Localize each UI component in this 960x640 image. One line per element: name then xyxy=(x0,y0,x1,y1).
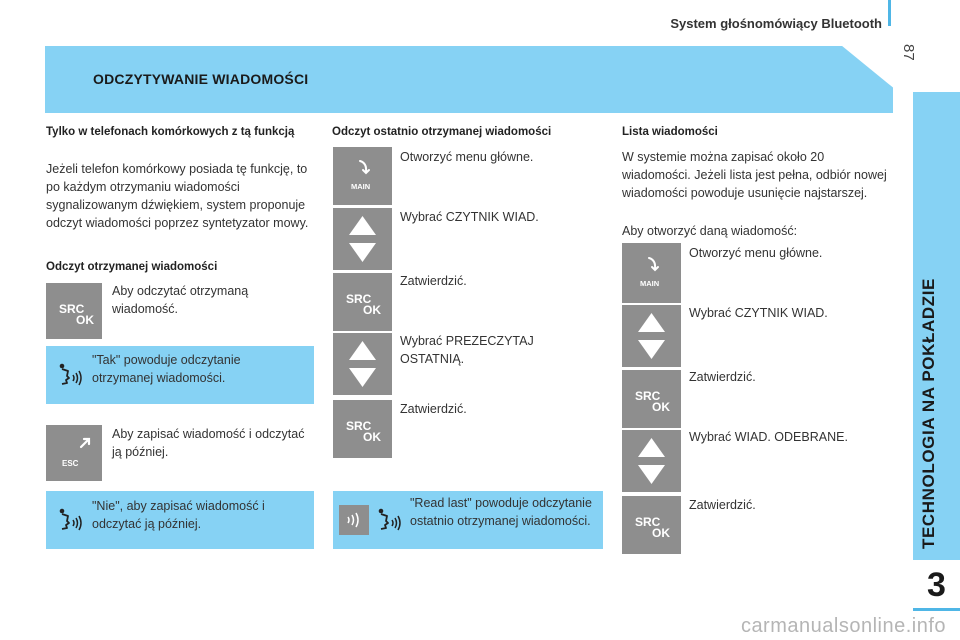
src-ok-button[interactable] xyxy=(46,283,102,339)
voice-wave-icon xyxy=(344,512,364,528)
col3-step-4: Wybrać WIAD. ODEBRANE. xyxy=(689,430,848,444)
ok-label: OK xyxy=(76,313,94,327)
page-number: 87 xyxy=(900,44,917,61)
chapter-side-label: TECHNOLOGIA NA POKŁADZIE xyxy=(919,278,938,549)
col2-step-2: Wybrać CZYTNIK WIAD. xyxy=(400,210,539,224)
chapter-number: 3 xyxy=(927,566,946,604)
main-label: MAIN xyxy=(640,279,660,288)
esc-arrow-icon xyxy=(78,434,96,452)
ok-label: OK xyxy=(652,526,670,540)
up-down-buttons[interactable] xyxy=(333,208,392,270)
main-menu-button[interactable] xyxy=(333,147,392,205)
up-down-buttons[interactable] xyxy=(333,333,392,395)
col3-step-1: Otworzyć menu główne. xyxy=(689,246,823,260)
voice-command-icon xyxy=(58,507,84,537)
col3-intro: W systemie można zapisać około 20 wiadomości. Jeżeli lista jest pełna, odbiór nowej wiadomości powoduje usunięcie najstarszej. xyxy=(622,150,887,200)
menu-arrow-icon xyxy=(646,256,660,272)
voice-no-text: "Nie", aby zapisać wiadomość i odczytać ją później. xyxy=(92,499,265,531)
voice-button[interactable] xyxy=(339,505,369,535)
col3-step-3: Zatwierdzić. xyxy=(689,370,756,384)
up-down-arrows-icon xyxy=(347,214,378,264)
voice-command-icon xyxy=(58,362,84,392)
src-ok-button[interactable] xyxy=(622,370,681,428)
col3-step-2: Wybrać CZYTNIK WIAD. xyxy=(689,306,828,320)
src-label: SRC xyxy=(59,302,85,316)
src-label: SRC xyxy=(346,419,372,433)
up-down-buttons[interactable] xyxy=(622,305,681,367)
src-ok-button[interactable] xyxy=(622,496,681,554)
col2-step-5: Zatwierdzić. xyxy=(400,402,467,416)
voice-command-no-box xyxy=(46,491,314,549)
voice-command-read-last-box xyxy=(333,491,603,549)
up-down-arrows-icon xyxy=(636,436,667,486)
src-label: SRC xyxy=(635,515,661,529)
col2-step-3: Zatwierdzić. xyxy=(400,274,467,288)
up-down-arrows-icon xyxy=(347,339,378,389)
col3-step-5: Zatwierdzić. xyxy=(689,498,756,512)
menu-arrow-icon xyxy=(357,159,371,175)
voice-command-icon xyxy=(377,507,403,537)
col1-intro: Jeżeli telefon komórkowy posiada tę funkcję, to po każdym otrzymaniu wiadomości sygnalizowanym dźwiękiem, system proponuje odczyt wiadomości poprzez syntetyzator mowy. xyxy=(46,162,309,230)
col2-step-1: Otworzyć menu główne. xyxy=(400,150,534,164)
section-title: ODCZYTYWANIE WIADOMOŚCI xyxy=(93,71,309,87)
ok-label: OK xyxy=(363,303,381,317)
col2-step-4: Wybrać PREZECZYTAJ OSTATNIĄ. xyxy=(400,334,534,366)
col3-heading: Lista wiadomości xyxy=(622,126,718,138)
col2-heading: Odczyt ostatnio otrzymanej wiadomości xyxy=(332,126,552,138)
main-label: MAIN xyxy=(351,182,371,191)
voice-yes-text: "Tak" powoduje odczytanie otrzymanej wiadomości. xyxy=(92,353,241,385)
col1-step-read: Aby odczytać otrzymaną wiadomość. xyxy=(112,284,249,316)
src-ok-button[interactable] xyxy=(333,400,392,458)
ok-label: OK xyxy=(652,400,670,414)
up-down-arrows-icon xyxy=(636,311,667,361)
col1-heading: Tylko w telefonach komórkowych z tą funkcją xyxy=(46,126,295,138)
col1-subheading: Odczyt otrzymanej wiadomości xyxy=(46,261,218,273)
src-ok-button[interactable] xyxy=(333,273,392,331)
main-menu-button[interactable] xyxy=(622,243,681,303)
esc-label: ESC xyxy=(62,459,79,468)
header-title: System głośnomówiący Bluetooth xyxy=(670,16,882,31)
voice-command-yes-box xyxy=(46,346,314,404)
src-label: SRC xyxy=(346,292,372,306)
esc-button[interactable] xyxy=(46,425,102,481)
src-label: SRC xyxy=(635,389,661,403)
voice-read-last-text: "Read last" powoduje odczytanie ostatnio otrzymanej wiadomości. xyxy=(410,496,592,528)
watermark: carmanualsonline.info xyxy=(740,615,946,637)
header-divider xyxy=(888,0,891,26)
col1-step-save: Aby zapisać wiadomość i odczytać ją później. xyxy=(112,427,305,459)
chapter-divider xyxy=(913,608,960,611)
up-down-buttons[interactable] xyxy=(622,430,681,492)
ok-label: OK xyxy=(363,430,381,444)
col3-open-hint: Aby otworzyć daną wiadomość: xyxy=(622,224,798,238)
